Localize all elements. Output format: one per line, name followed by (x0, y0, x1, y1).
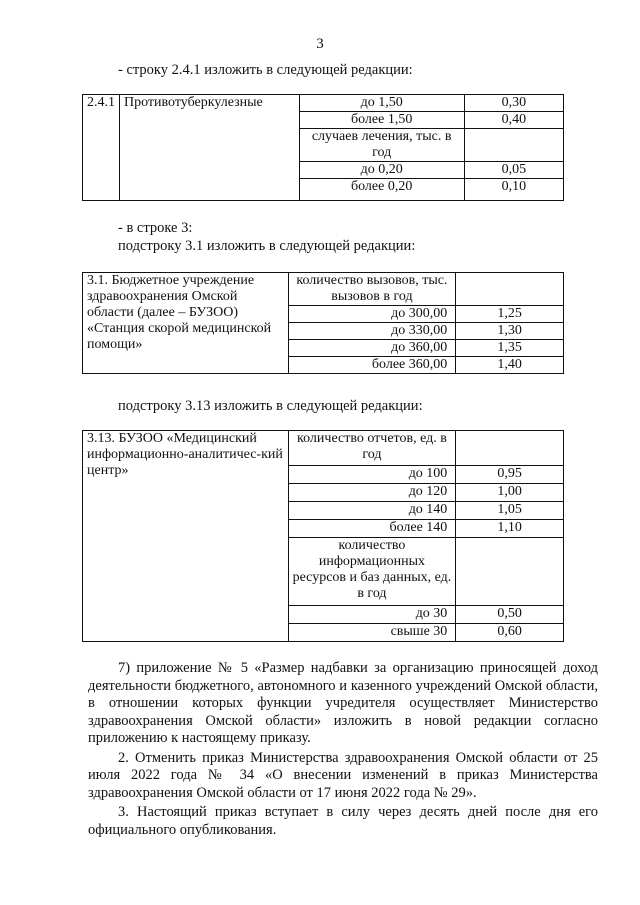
table-cell: до 300,00 (288, 306, 456, 323)
table-cell: 1,30 (456, 323, 564, 340)
sub31-intro-line: подстроку 3.1 изложить в следующей редакции: (118, 238, 416, 254)
table-cell: 1,35 (456, 340, 564, 357)
paragraphs-block (88, 660, 598, 839)
table-cell: 0,60 (456, 623, 564, 641)
table-cell: 0,10 (464, 179, 563, 201)
in-row-3-line: - в строке 3: (118, 220, 193, 236)
table3-header2: количество информационных ресурсов и баз данных, ед. в год (288, 537, 456, 606)
table1-code: 2.4.1 (83, 95, 120, 201)
table-cell: 0,50 (456, 606, 564, 624)
table-cell: до 100 (288, 465, 456, 483)
table-cell: до 0,20 (299, 162, 464, 179)
table1-name: Противотуберкулезные (120, 95, 300, 201)
table-cell: до 120 (288, 483, 456, 501)
page-number: 3 (316, 36, 324, 52)
table-cell: до 140 (288, 501, 456, 519)
table-cell: 0,40 (464, 112, 563, 129)
table-cell: 0,95 (456, 465, 564, 483)
table-3-13 (82, 430, 564, 642)
intro-line-241: - строку 2.4.1 изложить в следующей редакции: (118, 62, 413, 78)
table-cell (456, 431, 564, 466)
table-cell: 1,10 (456, 519, 564, 537)
sub313-intro-line: подстроку 3.13 изложить в следующей редакции: (118, 398, 423, 414)
table-cell: до 30 (288, 606, 456, 624)
table2-header: количество вызовов, тыс. вызовов в год (288, 273, 456, 306)
table-cell (456, 273, 564, 306)
table3-name: 3.13. БУЗОО «Медицинский информационно-аналитичес-кий центр» (83, 431, 289, 642)
table-cell: более 140 (288, 519, 456, 537)
table-cell: до 1,50 (299, 95, 464, 112)
table-cell: 1,25 (456, 306, 564, 323)
table-3-1 (82, 272, 564, 374)
table-cell: более 0,20 (299, 179, 464, 201)
table3-header1: количество отчетов, ед. в год (288, 431, 456, 466)
paragraph-item-7: 7) приложение № 5 «Размер надбавки за организацию приносящей доход деятельности бюджетного, автономного и казенного учреждений Омской области, в отношении которых функции учредителя осуществляет Министерство здравоохранения Омской области» изложить в новой редакции согласно приложению к настоящему приказу. (88, 660, 598, 746)
table-cell: свыше 30 (288, 623, 456, 641)
table-cell: более 360,00 (288, 357, 456, 374)
table-cell: случаев лечения, тыс. в год (299, 129, 464, 162)
table2-name: 3.1. Бюджетное учреждение здравоохранения Омской области (далее – БУЗОО) «Станция скорой медицинской помощи» (83, 273, 289, 374)
paragraph-2: 2. Отменить приказ Министерства здравоохранения Омской области от 25 июля 2022 года № 34 «О внесении изменений в приказ Министерства здравоохранения Омской области от 17 июня 2022 года № 29». (88, 749, 598, 801)
table-cell (464, 129, 563, 162)
table-cell: 1,00 (456, 483, 564, 501)
table-cell (456, 537, 564, 606)
table-cell: 0,05 (464, 162, 563, 179)
paragraph-3: 3. Настоящий приказ вступает в силу через десять дней после дня его официального опубликования. (88, 804, 598, 838)
table-cell: до 360,00 (288, 340, 456, 357)
table-cell: 1,05 (456, 501, 564, 519)
table-241 (82, 94, 564, 201)
table-cell: 0,30 (464, 95, 563, 112)
table-cell: более 1,50 (299, 112, 464, 129)
table-cell: 1,40 (456, 357, 564, 374)
table-cell: до 330,00 (288, 323, 456, 340)
